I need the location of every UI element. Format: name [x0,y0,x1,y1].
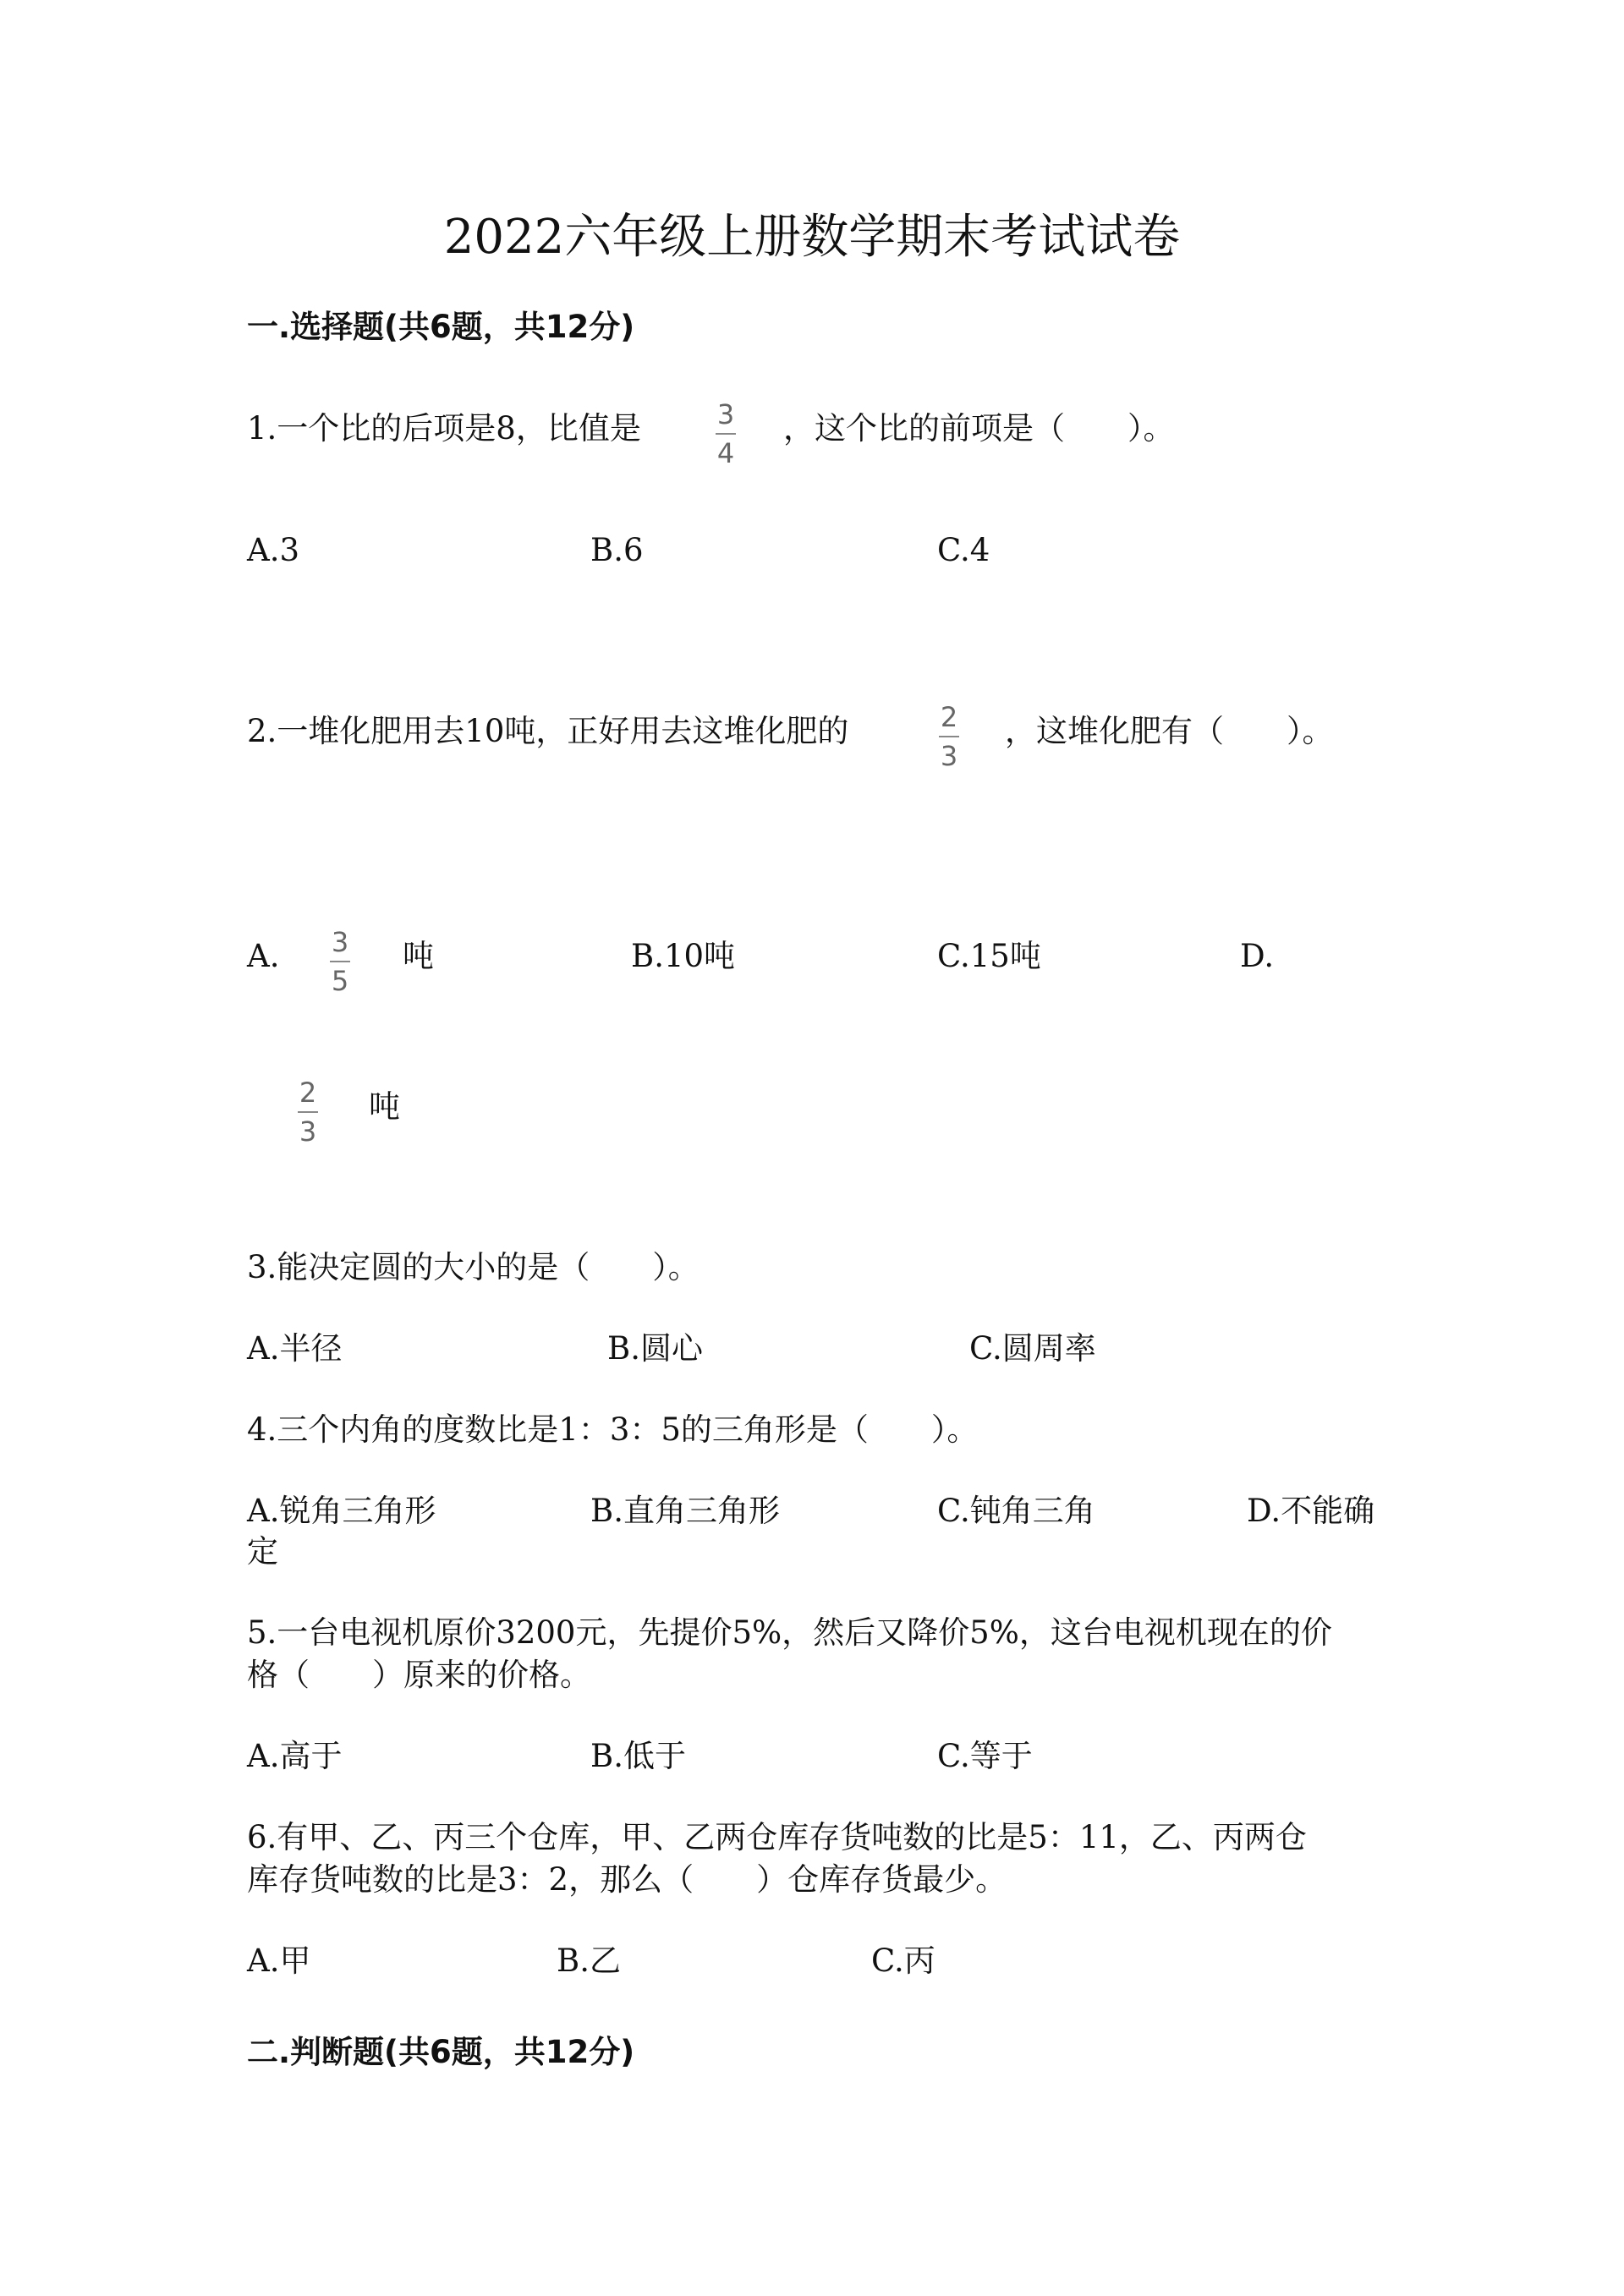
question-2-text-tail: ，这堆化肥有（ ）。 [1005,713,1334,749]
question-5-text-line-2: 格（ ）原来的价格。 [247,1657,591,1693]
question-6-text-line-2: 库存货吨数的比是3：2，那么（ ）仓库存货最少。 [247,1861,1007,1898]
question-2-text: 2.一堆化肥用去10吨，正好用去这堆化肥的 [247,713,849,749]
fraction-denominator: 5 [331,965,349,997]
fraction-denominator: 4 [716,437,735,469]
question-1-text-tail: ，这个比的前项是（ ）。 [783,410,1175,447]
question-4-option-a: A.锐角三角形 [247,1493,436,1529]
question-2-option-c: C.15吨 [937,938,1041,974]
question-5-text-line-1: 5.一台电视机原价3200元，先提价5%，然后又降价5%，这台电视机现在的价 [247,1614,1332,1651]
question-4-option-c: C.钝角三角 [937,1493,1095,1529]
question-3-text: 3.能决定圆的大小的是（ ）。 [247,1249,700,1285]
question-6-option-a: A.甲 [247,1943,311,1979]
question-4-option-d: D.不能确 [1247,1493,1375,1529]
question-2-fraction [939,700,959,773]
question-1-text: 1.一个比的后项是8，比值是 [247,410,641,447]
fraction-numerator: 3 [331,926,349,958]
question-5-option-b: B.低于 [590,1738,686,1774]
question-6-text-line-1: 6.有甲、乙、丙三个仓库，甲、乙两仓库存货吨数的比是5：11，乙、丙两仓 [247,1819,1307,1855]
question-4-text: 4.三个内角的度数比是1：3：5的三角形是（ ）。 [247,1411,979,1448]
question-1-option-b: B.6 [590,532,644,568]
question-2-option-b: B.10吨 [631,938,736,974]
question-1-option-a: A.3 [247,532,300,568]
section-heading-choice: 一.选择题(共6题，共12分) [247,309,635,345]
question-6-option-c: C.丙 [871,1943,935,1979]
question-2-option-d-fraction [298,1076,318,1148]
question-4-option-d-wrap: 定 [247,1533,278,1570]
fraction-numerator: 3 [716,398,735,430]
fraction-numerator: 2 [299,1077,317,1109]
question-2-option-a-fraction [330,925,350,998]
question-3-option-a: A.半径 [247,1330,343,1367]
question-4-option-b: B.直角三角形 [590,1493,780,1529]
question-5-option-a: A.高于 [247,1738,343,1774]
question-1-option-c: C.4 [937,532,990,568]
question-2-option-d-label: D. [1240,938,1275,974]
question-2-option-a-label: A. [247,938,280,974]
fraction-bar [298,1111,318,1113]
page-title: 2022六年级上册数学期末考试试卷 [443,210,1181,265]
question-6-option-b: B.乙 [557,1943,621,1979]
question-2-option-a-unit: 吨 [403,938,434,974]
fraction-bar [330,961,350,962]
section-heading-judgement: 二.判断题(共6题，共12分) [247,2034,635,2070]
question-3-option-b: B.圆心 [607,1330,703,1367]
question-5-option-c: C.等于 [937,1738,1033,1774]
question-2-option-d-unit: 吨 [369,1088,400,1125]
fraction-numerator: 2 [940,701,958,733]
fraction-denominator: 3 [299,1115,317,1148]
question-1-fraction [716,397,736,470]
fraction-denominator: 3 [940,740,958,772]
question-3-option-c: C.圆周率 [969,1330,1096,1367]
fraction-bar [939,736,959,737]
fraction-bar [716,433,736,435]
